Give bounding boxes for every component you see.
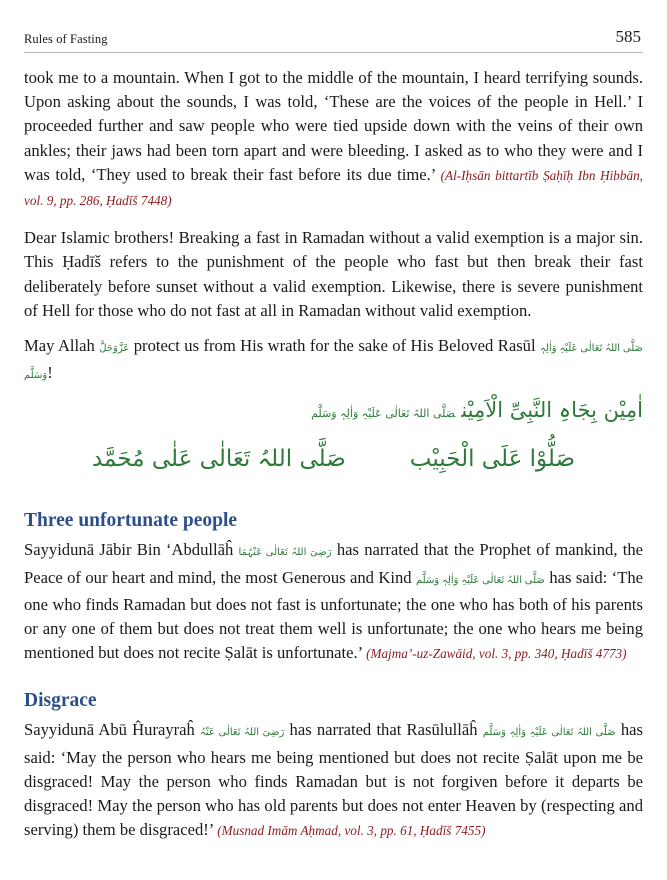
salawat-line xyxy=(24,434,643,484)
paragraph-disgrace xyxy=(24,718,643,843)
honorific-rasul: صَلَّی اللہُ تَعَالٰی عَلَیْہِ وَاٰلِہٖ وَسَلَّم xyxy=(482,727,616,739)
section-heading-three-unfortunate: Three unfortunate people xyxy=(24,510,238,532)
paragraph-text: May Allah xyxy=(24,336,100,356)
paragraph-hell-vision xyxy=(24,66,643,213)
running-title: Rules of Fasting xyxy=(24,32,108,46)
paragraph-text: has narrated that Rasūlullāĥ xyxy=(284,720,483,740)
section-heading-disgrace: Disgrace xyxy=(24,690,97,712)
paragraph-text: Sayyidunā Jābir Bin ‘Abdullāĥ xyxy=(24,540,239,560)
dua-text: اٰمِیْن بِجَاہِ النَّبِیِّ الْاَمِیْن xyxy=(461,398,643,423)
paragraph-text: Sayyidunā Abū Ĥurayraĥ xyxy=(24,720,201,740)
citation: (Musnad Imām Aḥmad, vol. 3, pp. 61, Ḥadīš 7455) xyxy=(217,823,486,839)
paragraph-three-unfortunate xyxy=(24,538,643,666)
honorific-allah: عَزَّوَجَلَّ xyxy=(99,343,130,355)
honorific-companion: رَضِیَ اللہُ تَعَالٰی عَنْہُمَا xyxy=(238,547,332,559)
citation: (Al-Iḥsān bittartīb Ṣaḥīḥ Ibn Ḥibbān, vol. 9, pp. 286, Ḥadīš 7448) xyxy=(24,167,643,209)
paragraph-text: has narrated that the Prophet of mankind, the Peace of our heart and mind, the most Generous and Kind xyxy=(24,540,644,587)
citation: (Majma’-uz-Zawāid, vol. 3, pp. 340, Ḥadīš 4773) xyxy=(366,646,627,662)
page-header xyxy=(24,26,643,53)
dua-line xyxy=(24,390,643,430)
paragraph-text: has said: ‘May the person who hears me being mentioned but does not recite Ṣalāt upon me be disgraced! May the person who finds Ramadan but is not forgiven before it departs be disgraced! May the person who has old parents but does not enter Heaven by (respecting and serving) them be disgraced!’ xyxy=(24,720,643,840)
paragraph-text: has said: ‘The one who finds Ramadan but does not fast is unfortunate; the one who has both of his parents or any one of them but does not treat them well is unfortunate; the one who hears me being mentioned but does not recite Ṣalāt is unfortunate.’ xyxy=(24,567,643,663)
honorific-companion: رَضِیَ اللہُ تَعَالٰی عَنْہُ xyxy=(200,727,285,739)
salawat-response: صَلَّی اللہُ تَعَالٰی عَلٰی مُحَمَّد xyxy=(91,446,346,473)
page-number: 585 xyxy=(615,27,641,46)
dua-honorific: صَلَّی اللہُ تَعَالٰی عَلَیْہِ وَاٰلِہٖ وَسَلَّم xyxy=(311,407,456,421)
paragraph-text: ! xyxy=(47,363,53,383)
salawat-call: صَلُّوْا عَلَی الْحَبِیْب xyxy=(409,446,576,473)
honorific-rasul: صَلَّی اللہُ تَعَالٰی عَلَیْہِ وَاٰلِہٖ وَسَلَّم xyxy=(416,574,545,586)
honorific-rasul: صَلَّی اللہُ تَعَالٰی عَلَیْہِ وَاٰلِہٖ وَسَلَّم xyxy=(24,343,644,382)
paragraph-text: protect us from His wrath for the sake of His Beloved Rasūl xyxy=(129,336,541,356)
paragraph-text: took me to a mountain. When I got to the middle of the mountain, I heard terrifying sounds. Upon asking about the sounds, I was told, ‘These are the voices of the people in Hell.’ I proceeded further and saw people who were tied upside down with the veins of their own ankles; their jaws had been torn apart and were bleeding. I asked as to who they were and I was told, ‘They used to break their fast before its due time.’ xyxy=(24,68,643,184)
paragraph-commentary xyxy=(24,226,643,323)
page-body xyxy=(24,66,643,843)
paragraph-supplication xyxy=(24,334,643,388)
paragraph-text: Dear Islamic brothers! Breaking a fast in Ramadan without a valid exemption is a major sin. This Ḥadīš refers to the punishment of the people who fast but then break their fast deliberately before sunset without a valid exemption. Likewise, there is severe punishment of Hell for those who do not fast at all in Ramadan without valid exemption. xyxy=(24,228,643,320)
